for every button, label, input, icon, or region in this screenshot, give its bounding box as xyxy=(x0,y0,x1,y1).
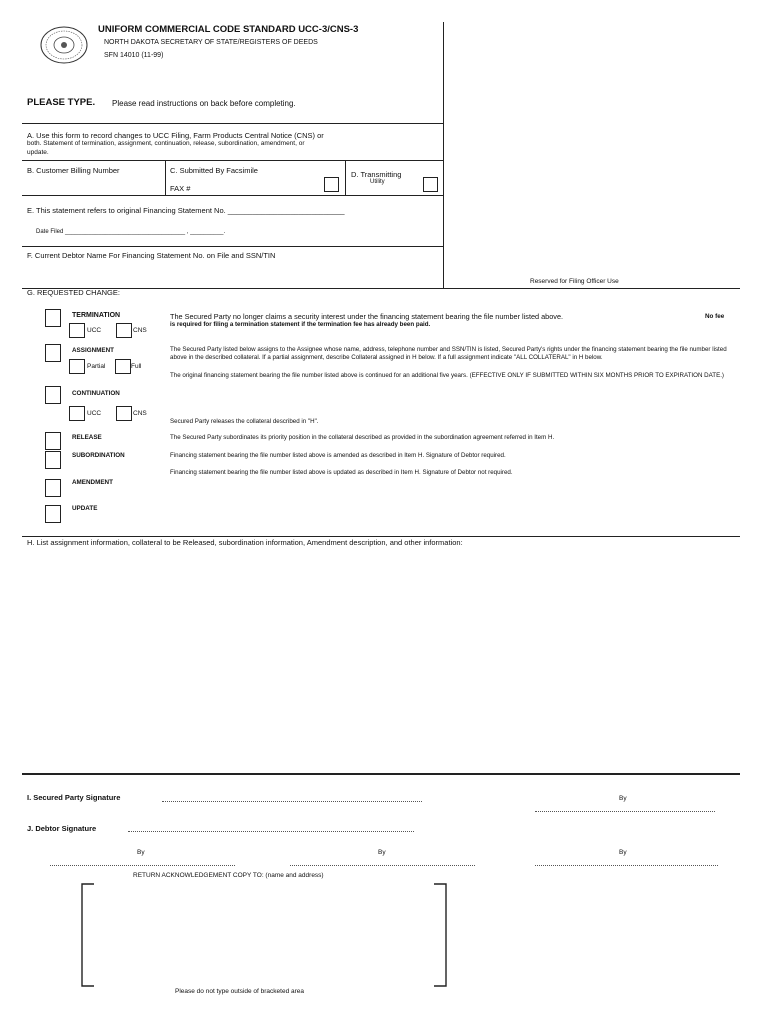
date-filed-label: Date Filed ____________________________________ , __________. xyxy=(36,229,226,235)
by-label-1: By xyxy=(137,849,145,856)
form-title: UNIFORM COMMERCIAL CODE STANDARD UCC-3/CNS-3 xyxy=(98,24,359,35)
return-acknowledgement-label: RETURN ACKNOWLEDGEMENT COPY TO: (name and address) xyxy=(133,872,324,879)
by-label-3: By xyxy=(619,849,627,856)
continuation-cns-label: CNS xyxy=(133,410,147,417)
facsimile-checkbox[interactable] xyxy=(324,177,339,192)
section-a-line1: A. Use this form to record changes to UCC Filing, Farm Products Central Notice (CNS) or xyxy=(27,131,324,140)
assignment-partial-checkbox[interactable] xyxy=(69,359,85,374)
divider xyxy=(22,288,740,289)
divider xyxy=(22,195,443,196)
release-label: RELEASE xyxy=(72,434,102,441)
section-b-label: B. Customer Billing Number xyxy=(27,166,120,175)
section-a-line2: both. Statement of termination, assignment, continuation, release, subordination, amendment, or xyxy=(27,140,305,147)
termination-cns-checkbox[interactable] xyxy=(116,323,132,338)
subordination-label: SUBORDINATION xyxy=(72,452,125,459)
please-type-label: PLEASE TYPE. xyxy=(27,97,96,108)
continuation-checkbox[interactable] xyxy=(45,386,61,404)
secured-party-signature-line[interactable] xyxy=(162,801,422,802)
continuation-text: The original financing statement bearing the file number listed above is continued for an additional five years. (EFFECTIVE ONLY IF SUBMITTED WITHIN SIX MONTHS PRIOR TO EXPIRATION DATE.) xyxy=(170,372,724,379)
termination-label: TERMINATION xyxy=(72,312,121,319)
bracketed-address-area[interactable] xyxy=(80,882,448,988)
footer-note: Please do not type outside of bracketed area xyxy=(175,988,305,995)
amendment-text: Financing statement bearing the file number listed above is amended as described in Item H. Signature of Debtor required. xyxy=(170,452,506,459)
continuation-ucc-label: UCC xyxy=(87,410,102,417)
divider xyxy=(22,246,443,247)
by-line-1[interactable] xyxy=(50,865,235,866)
section-i-label: I. Secured Party Signature xyxy=(27,793,121,802)
please-type-instruction: Please read instructions on back before completing. xyxy=(112,99,296,108)
fax-label: FAX # xyxy=(170,184,191,193)
form-number: SFN 14010 (11-99) xyxy=(104,52,164,59)
divider xyxy=(22,536,740,537)
update-text: Financing statement bearing the file number listed above is updated as described in Item H. Signature of Debtor not required. xyxy=(170,469,513,476)
section-a-line3: update. xyxy=(27,149,49,156)
by-line-2[interactable] xyxy=(290,865,475,866)
continuation-cns-checkbox[interactable] xyxy=(116,406,132,421)
section-j-label: J. Debtor Signature xyxy=(27,824,97,833)
termination-text-2: is required for filing a termination statement if the termination fee has already been paid. xyxy=(170,321,431,328)
amendment-checkbox[interactable] xyxy=(45,479,61,497)
assignment-checkbox[interactable] xyxy=(45,344,61,362)
section-c-label: C. Submitted By Facsimile xyxy=(170,166,258,175)
section-d-label: D. Transmitting xyxy=(351,170,402,179)
debtor-signature-line[interactable] xyxy=(128,831,414,832)
form-subtitle: NORTH DAKOTA SECRETARY OF STATE/REGISTERS OF DEEDS xyxy=(104,39,318,46)
termination-ucc-label: UCC xyxy=(87,327,102,334)
section-e-label: E. This statement refers to original Financing Statement No. ____________________________ xyxy=(27,206,345,215)
transmitting-utility-checkbox[interactable] xyxy=(423,177,438,192)
subordination-text: The Secured Party subordinates its priority position in the collateral described as provided in the subordination agreement referred in Item H. xyxy=(170,434,555,441)
continuation-ucc-checkbox[interactable] xyxy=(69,406,85,421)
continuation-label: CONTINUATION xyxy=(72,390,120,397)
divider xyxy=(22,160,443,161)
section-g-label: G. REQUESTED CHANGE: xyxy=(27,288,120,297)
no-fee-label: No fee xyxy=(705,313,725,320)
release-text: Secured Party releases the collateral described in "H". xyxy=(170,418,319,425)
by-label-2: By xyxy=(378,849,386,856)
assignment-full-label: Full xyxy=(131,363,142,370)
termination-ucc-checkbox[interactable] xyxy=(69,323,85,338)
assignment-partial-label: Partial xyxy=(87,363,106,370)
update-checkbox[interactable] xyxy=(45,505,61,523)
assignment-text: The Secured Party listed below assigns to the Assignee whose name, address, telephone number and SSN/TIN is listed, Secured Party's rights under the financing statement bearing the file number listed above in the described collateral. If a partial assignment, describe Collateral assigned in H below. If a full assignment indicate "ALL COLLATERAL" in H below. xyxy=(170,346,727,361)
divider xyxy=(22,773,740,775)
section-f-label: F. Current Debtor Name For Financing Statement No. on File and SSN/TIN xyxy=(27,251,276,260)
section-h-label: H. List assignment information, collateral to be Released, subordination information, Amendment description, and other information: xyxy=(27,538,463,547)
section-i-by-label: By xyxy=(619,795,627,802)
divider xyxy=(22,123,443,124)
divider xyxy=(165,160,166,195)
termination-text-1: The Secured Party no longer claims a security interest under the financing statement bearing the file number listed above. xyxy=(170,312,564,321)
assignment-full-checkbox[interactable] xyxy=(115,359,131,374)
update-label: UPDATE xyxy=(72,505,98,512)
reserved-label: Reserved for Filing Officer Use xyxy=(530,278,619,285)
assignment-label: ASSIGNMENT xyxy=(72,347,114,354)
section-h-input-area[interactable] xyxy=(27,550,737,772)
termination-cns-label: CNS xyxy=(133,327,147,334)
termination-checkbox[interactable] xyxy=(45,309,61,327)
state-seal-icon xyxy=(38,25,90,65)
section-d-sub: Utility xyxy=(370,179,385,185)
subordination-checkbox[interactable] xyxy=(45,451,61,469)
by-line-3[interactable] xyxy=(535,865,718,866)
release-checkbox[interactable] xyxy=(45,432,61,450)
amendment-label: AMENDMENT xyxy=(72,479,113,486)
section-i-by-line[interactable] xyxy=(535,811,715,812)
frame-right-border xyxy=(443,22,444,288)
divider xyxy=(345,160,346,195)
